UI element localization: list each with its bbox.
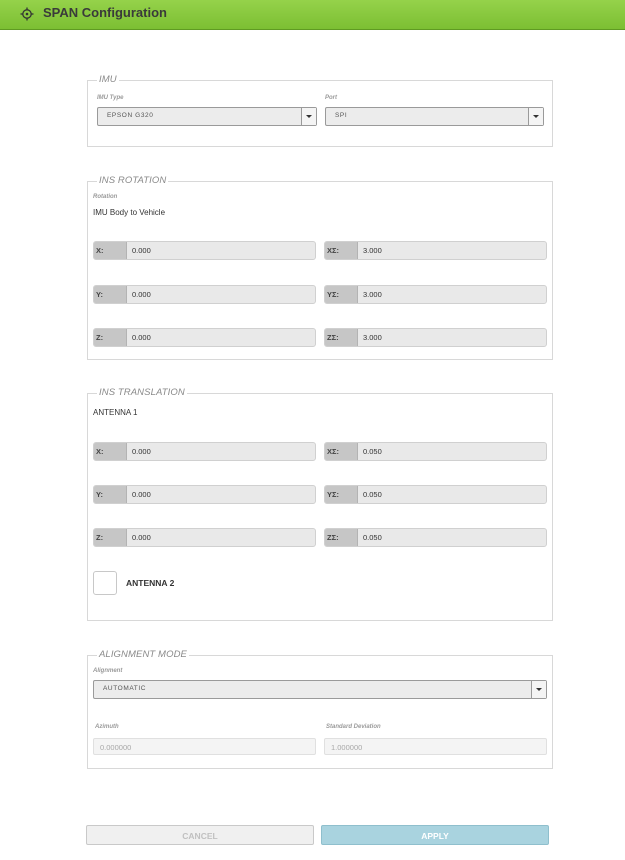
imu-type-dropdown-button[interactable] xyxy=(301,108,316,125)
standard-deviation-value: 1.000000 xyxy=(331,743,363,752)
port-select[interactable] xyxy=(325,107,544,126)
rotation-y-sigma-input[interactable] xyxy=(324,285,547,304)
ins-translation-legend: INS TRANSLATION xyxy=(99,387,185,398)
antenna-1-label: ANTENNA 1 xyxy=(93,408,138,417)
imu-type-label: IMU Type xyxy=(97,95,124,101)
imu-legend: IMU xyxy=(99,74,117,85)
imu-type-select[interactable] xyxy=(97,107,317,126)
rotation-x-label: X: xyxy=(94,242,127,259)
port-label: Port xyxy=(325,95,337,101)
azimuth-value: 0.000000 xyxy=(100,743,132,752)
chevron-down-icon xyxy=(533,115,539,118)
alignment-label: Alignment xyxy=(93,668,123,674)
standard-deviation-input[interactable] xyxy=(324,738,547,755)
ins-translation-fieldset xyxy=(87,387,553,621)
translation-x-sigma-value: 0.050 xyxy=(363,447,382,456)
rotation-x-input[interactable] xyxy=(93,241,316,260)
rotation-x-value: 0.000 xyxy=(132,246,151,255)
antenna-2-checkbox[interactable] xyxy=(93,571,117,595)
rotation-y-value: 0.000 xyxy=(132,290,151,299)
rotation-y-sigma-label: YΣ: xyxy=(325,286,358,303)
alignment-value: AUTOMATIC xyxy=(103,685,147,692)
alignment-select[interactable] xyxy=(93,680,547,699)
rotation-z-label: Z: xyxy=(94,329,127,346)
translation-y-sigma-input[interactable] xyxy=(324,485,547,504)
rotation-value: IMU Body to Vehicle xyxy=(93,208,166,217)
azimuth-label: Azimuth xyxy=(95,724,119,730)
rotation-y-input[interactable] xyxy=(93,285,316,304)
rotation-z-sigma-label: ZΣ: xyxy=(325,329,358,346)
translation-x-label: X: xyxy=(94,443,127,460)
translation-x-sigma-label: XΣ: xyxy=(325,443,358,460)
rotation-x-sigma-label: XΣ: xyxy=(325,242,358,259)
rotation-z-sigma-input[interactable] xyxy=(324,328,547,347)
translation-y-sigma-value: 0.050 xyxy=(363,490,382,499)
antenna-2-label: ANTENNA 2 xyxy=(126,578,175,588)
rotation-x-sigma-input[interactable] xyxy=(324,241,547,260)
alignment-dropdown-button[interactable] xyxy=(531,681,546,698)
chevron-down-icon xyxy=(306,115,312,118)
crosshair-icon xyxy=(20,7,34,21)
rotation-label: Rotation xyxy=(93,194,118,200)
rotation-y-label: Y: xyxy=(94,286,127,303)
translation-z-label: Z: xyxy=(94,529,127,546)
page-title: SPAN Configuration xyxy=(43,5,167,20)
translation-x-value: 0.000 xyxy=(132,447,151,456)
port-dropdown-button[interactable] xyxy=(528,108,543,125)
header-bar xyxy=(0,0,625,30)
translation-y-value: 0.000 xyxy=(132,490,151,499)
alignment-mode-legend: ALIGNMENT MODE xyxy=(99,649,187,660)
rotation-y-sigma-value: 3.000 xyxy=(363,290,382,299)
rotation-z-sigma-value: 3.000 xyxy=(363,333,382,342)
rotation-x-sigma-value: 3.000 xyxy=(363,246,382,255)
translation-z-sigma-input[interactable] xyxy=(324,528,547,547)
imu-type-value: EPSON G320 xyxy=(107,112,154,119)
cancel-button[interactable]: CANCEL xyxy=(86,825,314,845)
translation-x-input[interactable] xyxy=(93,442,316,461)
translation-y-sigma-label: YΣ: xyxy=(325,486,358,503)
imu-fieldset xyxy=(87,74,553,147)
translation-z-sigma-value: 0.050 xyxy=(363,533,382,542)
azimuth-input[interactable] xyxy=(93,738,316,755)
translation-y-label: Y: xyxy=(94,486,127,503)
rotation-z-input[interactable] xyxy=(93,328,316,347)
ins-rotation-fieldset xyxy=(87,175,553,360)
translation-z-sigma-label: ZΣ: xyxy=(325,529,358,546)
translation-y-input[interactable] xyxy=(93,485,316,504)
translation-x-sigma-input[interactable] xyxy=(324,442,547,461)
translation-z-value: 0.000 xyxy=(132,533,151,542)
ins-rotation-legend: INS ROTATION xyxy=(99,175,167,186)
port-value: SPI xyxy=(335,112,348,119)
standard-deviation-label: Standard Deviation xyxy=(326,724,381,730)
alignment-mode-fieldset xyxy=(87,649,553,769)
rotation-z-value: 0.000 xyxy=(132,333,151,342)
chevron-down-icon xyxy=(536,688,542,691)
apply-button[interactable]: APPLY xyxy=(321,825,549,845)
translation-z-input[interactable] xyxy=(93,528,316,547)
